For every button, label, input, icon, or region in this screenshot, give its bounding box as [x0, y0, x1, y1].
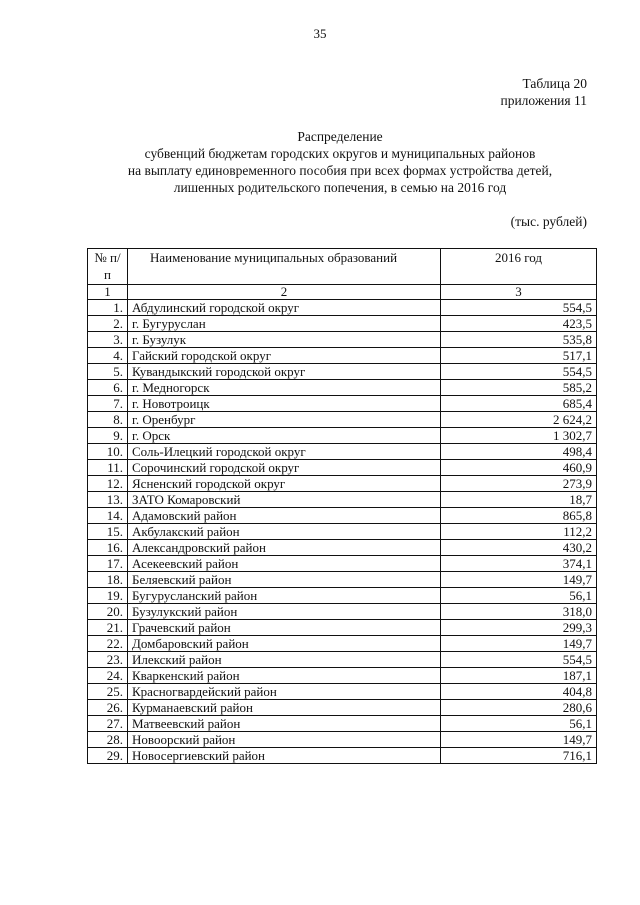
table-row [88, 316, 597, 332]
table-row [88, 396, 597, 412]
row-value: 585,2 [441, 380, 597, 396]
row-number: 9. [88, 428, 128, 444]
table-row [88, 460, 597, 476]
row-value: 149,7 [441, 732, 597, 748]
table-header-row [88, 249, 597, 285]
row-number: 26. [88, 700, 128, 716]
table-row [88, 748, 597, 764]
row-value: 280,6 [441, 700, 597, 716]
document-heading [60, 128, 620, 196]
row-name: Домбаровский район [128, 636, 441, 652]
row-name: Абдулинский городской округ [128, 300, 441, 316]
row-name: г. Орск [128, 428, 441, 444]
row-number: 15. [88, 524, 128, 540]
table-row [88, 508, 597, 524]
row-number: 12. [88, 476, 128, 492]
row-value: 112,2 [441, 524, 597, 540]
table-row [88, 476, 597, 492]
row-number: 18. [88, 572, 128, 588]
row-name: Матвеевский район [128, 716, 441, 732]
row-number: 14. [88, 508, 128, 524]
page-number: 35 [313, 26, 327, 41]
row-value: 404,8 [441, 684, 597, 700]
caption-appendix: приложения 11 [500, 93, 587, 108]
table-row [88, 524, 597, 540]
row-number: 22. [88, 636, 128, 652]
row-value: 56,1 [441, 716, 597, 732]
row-name: г. Оренбург [128, 412, 441, 428]
row-name: Ясненский городской округ [128, 476, 441, 492]
row-value: 318,0 [441, 604, 597, 620]
row-value: 299,3 [441, 620, 597, 636]
row-name: г. Бузулук [128, 332, 441, 348]
table-row [88, 348, 597, 364]
table-row [88, 492, 597, 508]
row-number: 28. [88, 732, 128, 748]
row-name: г. Медногорск [128, 380, 441, 396]
row-number: 10. [88, 444, 128, 460]
row-value: 554,5 [441, 300, 597, 316]
units-note: (тыс. рублей) [510, 214, 587, 229]
table-row [88, 364, 597, 380]
row-value: 423,5 [441, 316, 597, 332]
row-name: Курманаевский район [128, 700, 441, 716]
row-name: Гайский городской округ [128, 348, 441, 364]
row-value: 535,8 [441, 332, 597, 348]
row-value: 430,2 [441, 540, 597, 556]
row-value: 498,4 [441, 444, 597, 460]
row-value: 685,4 [441, 396, 597, 412]
table-row [88, 652, 597, 668]
column-number-row [88, 285, 597, 300]
row-name: Кваркенский район [128, 668, 441, 684]
row-name: Кувандыкский городской округ [128, 364, 441, 380]
table-row [88, 556, 597, 572]
header-year: 2016 год [441, 249, 597, 285]
column-number-1: 1 [88, 285, 128, 300]
table-row [88, 636, 597, 652]
row-name: Красногвардейский район [128, 684, 441, 700]
row-number: 27. [88, 716, 128, 732]
row-value: 149,7 [441, 572, 597, 588]
table-row [88, 604, 597, 620]
table-row [88, 700, 597, 716]
table-row [88, 716, 597, 732]
distribution-table [87, 248, 597, 764]
row-name: Александровский район [128, 540, 441, 556]
row-value: 716,1 [441, 748, 597, 764]
row-value: 865,8 [441, 508, 597, 524]
row-name: Бузулукский район [128, 604, 441, 620]
table-row [88, 620, 597, 636]
row-number: 8. [88, 412, 128, 428]
row-number: 7. [88, 396, 128, 412]
heading-line-3: на выплату единовременного пособия при всех формах устройства детей, [127, 163, 553, 178]
row-number: 21. [88, 620, 128, 636]
row-value: 18,7 [441, 492, 597, 508]
table-row [88, 412, 597, 428]
row-number: 19. [88, 588, 128, 604]
table-row [88, 732, 597, 748]
row-number: 17. [88, 556, 128, 572]
row-value: 149,7 [441, 636, 597, 652]
row-number: 25. [88, 684, 128, 700]
row-value: 2 624,2 [441, 412, 597, 428]
table-caption [500, 75, 587, 109]
row-name: Акбулакский район [128, 524, 441, 540]
row-number: 3. [88, 332, 128, 348]
row-number: 29. [88, 748, 128, 764]
row-number: 4. [88, 348, 128, 364]
row-value: 460,9 [441, 460, 597, 476]
row-name: Адамовский район [128, 508, 441, 524]
row-number: 13. [88, 492, 128, 508]
row-value: 187,1 [441, 668, 597, 684]
row-name: Новосергиевский район [128, 748, 441, 764]
row-number: 6. [88, 380, 128, 396]
header-name: Наименование муниципальных образований [128, 249, 441, 285]
row-name: Грачевский район [128, 620, 441, 636]
table-body [88, 300, 597, 764]
row-name: Асекеевский район [128, 556, 441, 572]
row-name: Сорочинский городской округ [128, 460, 441, 476]
column-number-2: 2 [128, 285, 441, 300]
row-number: 5. [88, 364, 128, 380]
table-row [88, 444, 597, 460]
table-row [88, 380, 597, 396]
row-number: 24. [88, 668, 128, 684]
column-number-3: 3 [441, 285, 597, 300]
row-value: 554,5 [441, 652, 597, 668]
row-name: г. Новотроицк [128, 396, 441, 412]
row-value: 554,5 [441, 364, 597, 380]
row-name: ЗАТО Комаровский [128, 492, 441, 508]
row-name: Беляевский район [128, 572, 441, 588]
row-name: Новоорский район [128, 732, 441, 748]
heading-line-1: Распределение [297, 129, 383, 144]
caption-table-number: Таблица 20 [522, 76, 587, 91]
table-row [88, 300, 597, 316]
row-number: 2. [88, 316, 128, 332]
row-number: 23. [88, 652, 128, 668]
row-value: 273,9 [441, 476, 597, 492]
table-row [88, 428, 597, 444]
row-value: 517,1 [441, 348, 597, 364]
row-value: 1 302,7 [441, 428, 597, 444]
row-number: 20. [88, 604, 128, 620]
heading-line-4: лишенных родительского попечения, в семью на 2016 год [173, 180, 507, 195]
row-value: 56,1 [441, 588, 597, 604]
row-value: 374,1 [441, 556, 597, 572]
row-name: Илекский район [128, 652, 441, 668]
row-number: 1. [88, 300, 128, 316]
row-name: Соль-Илецкий городской округ [128, 444, 441, 460]
table-row [88, 332, 597, 348]
table-row [88, 572, 597, 588]
table-row [88, 588, 597, 604]
table-row [88, 540, 597, 556]
table-row [88, 668, 597, 684]
row-name: Бугурусланский район [128, 588, 441, 604]
row-number: 11. [88, 460, 128, 476]
table-row [88, 684, 597, 700]
heading-line-2: субвенций бюджетам городских округов и муниципальных районов [144, 146, 536, 161]
row-number: 16. [88, 540, 128, 556]
row-name: г. Бугуруслан [128, 316, 441, 332]
header-number: № п/п [88, 249, 128, 285]
